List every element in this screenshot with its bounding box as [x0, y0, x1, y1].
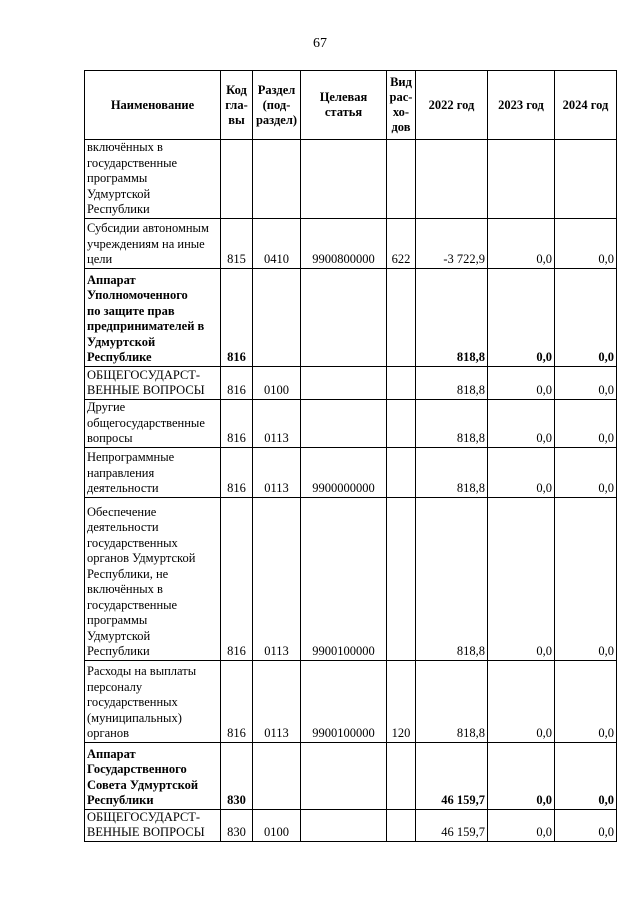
- header-expense-type: Вид рас- хо- дов: [387, 71, 416, 140]
- cell-2023: [488, 140, 555, 219]
- cell-type: [387, 447, 416, 497]
- cell-2022: 46 159,7: [416, 809, 488, 841]
- cell-name: Другие общегосударственные вопросы: [85, 399, 221, 447]
- cell-type: [387, 742, 416, 809]
- cell-2023: 0,0: [488, 218, 555, 268]
- cell-2023: 0,0: [488, 660, 555, 742]
- cell-section: 0113: [253, 399, 301, 447]
- cell-name: Аппарат Государственного Совета Удмуртской Республики: [85, 742, 221, 809]
- cell-type: [387, 140, 416, 219]
- cell-2024: 0,0: [555, 809, 617, 841]
- cell-name: Непрограммные направления деятельности: [85, 447, 221, 497]
- cell-2023: 0,0: [488, 447, 555, 497]
- cell-2022: 818,8: [416, 366, 488, 399]
- table-row: [85, 447, 617, 497]
- header-name: Наименование: [85, 71, 221, 140]
- cell-section: 0410: [253, 218, 301, 268]
- cell-type: 622: [387, 218, 416, 268]
- cell-2023: 0,0: [488, 497, 555, 660]
- page-number: 67: [313, 36, 327, 51]
- cell-name: включённых в государственные программы Удмуртской Республики: [85, 140, 221, 219]
- header-2023: 2023 год: [488, 71, 555, 140]
- cell-name: Обеспечение деятельности государственных органов Удмуртской Республики, не включённых в государственные программы Удмуртской Республики: [85, 497, 221, 660]
- cell-code: 830: [221, 742, 253, 809]
- cell-2023: 0,0: [488, 399, 555, 447]
- cell-section: 0113: [253, 447, 301, 497]
- cell-2022: 818,8: [416, 268, 488, 366]
- table-row: [85, 809, 617, 841]
- cell-2024: 0,0: [555, 497, 617, 660]
- cell-name: Аппарат Уполномоченного по защите прав предпринимателей в Удмуртской Республике: [85, 268, 221, 366]
- cell-type: [387, 497, 416, 660]
- header-target-article: Целевая статья: [301, 71, 387, 140]
- cell-article: 9900100000: [301, 660, 387, 742]
- cell-code: 816: [221, 497, 253, 660]
- cell-type: [387, 809, 416, 841]
- cell-section: 0100: [253, 809, 301, 841]
- cell-code: [221, 140, 253, 219]
- cell-section: 0113: [253, 660, 301, 742]
- cell-2023: 0,0: [488, 742, 555, 809]
- cell-section: [253, 268, 301, 366]
- cell-2022: -3 722,9: [416, 218, 488, 268]
- cell-code: 816: [221, 447, 253, 497]
- table-row: [85, 399, 617, 447]
- cell-name: ОБЩЕГОСУДАРСТ- ВЕННЫЕ ВОПРОСЫ: [85, 809, 221, 841]
- cell-code: 816: [221, 268, 253, 366]
- cell-type: [387, 399, 416, 447]
- cell-type: [387, 268, 416, 366]
- header-chapter-code: Код гла- вы: [221, 71, 253, 140]
- cell-2024: [555, 140, 617, 219]
- cell-article: [301, 140, 387, 219]
- cell-name: Субсидии автономным учреждениям на иные цели: [85, 218, 221, 268]
- cell-article: [301, 742, 387, 809]
- cell-2024: 0,0: [555, 742, 617, 809]
- cell-code: 830: [221, 809, 253, 841]
- table-row: [85, 218, 617, 268]
- table-row: [85, 140, 617, 219]
- cell-2023: 0,0: [488, 809, 555, 841]
- cell-2023: 0,0: [488, 366, 555, 399]
- cell-article: 9900100000: [301, 497, 387, 660]
- cell-code: 816: [221, 399, 253, 447]
- cell-2024: 0,0: [555, 268, 617, 366]
- cell-section: 0113: [253, 497, 301, 660]
- cell-article: [301, 809, 387, 841]
- table-row: [85, 742, 617, 809]
- cell-2023: 0,0: [488, 268, 555, 366]
- header-section: Раздел (под- раздел): [253, 71, 301, 140]
- cell-name: Расходы на выплаты персоналу государственных (муниципальных) органов: [85, 660, 221, 742]
- cell-2022: [416, 140, 488, 219]
- cell-2022: 818,8: [416, 660, 488, 742]
- cell-name: ОБЩЕГОСУДАРСТ- ВЕННЫЕ ВОПРОСЫ: [85, 366, 221, 399]
- cell-code: 816: [221, 366, 253, 399]
- cell-2024: 0,0: [555, 447, 617, 497]
- cell-code: 816: [221, 660, 253, 742]
- cell-type: [387, 366, 416, 399]
- budget-table: [84, 70, 617, 842]
- cell-2022: 818,8: [416, 497, 488, 660]
- cell-article: [301, 366, 387, 399]
- table-row: [85, 660, 617, 742]
- cell-section: 0100: [253, 366, 301, 399]
- table-row: [85, 497, 617, 660]
- cell-article: 9900000000: [301, 447, 387, 497]
- cell-2022: 818,8: [416, 399, 488, 447]
- cell-2024: 0,0: [555, 660, 617, 742]
- cell-code: 815: [221, 218, 253, 268]
- header-2022: 2022 год: [416, 71, 488, 140]
- cell-type: 120: [387, 660, 416, 742]
- cell-2024: 0,0: [555, 366, 617, 399]
- cell-article: [301, 399, 387, 447]
- cell-section: [253, 140, 301, 219]
- header-2024: 2024 год: [555, 71, 617, 140]
- cell-article: [301, 268, 387, 366]
- table-row: [85, 268, 617, 366]
- cell-2022: 818,8: [416, 447, 488, 497]
- cell-section: [253, 742, 301, 809]
- cell-2024: 0,0: [555, 218, 617, 268]
- cell-2024: 0,0: [555, 399, 617, 447]
- table-header-row: [85, 71, 617, 140]
- table-row: [85, 366, 617, 399]
- cell-2022: 46 159,7: [416, 742, 488, 809]
- cell-article: 9900800000: [301, 218, 387, 268]
